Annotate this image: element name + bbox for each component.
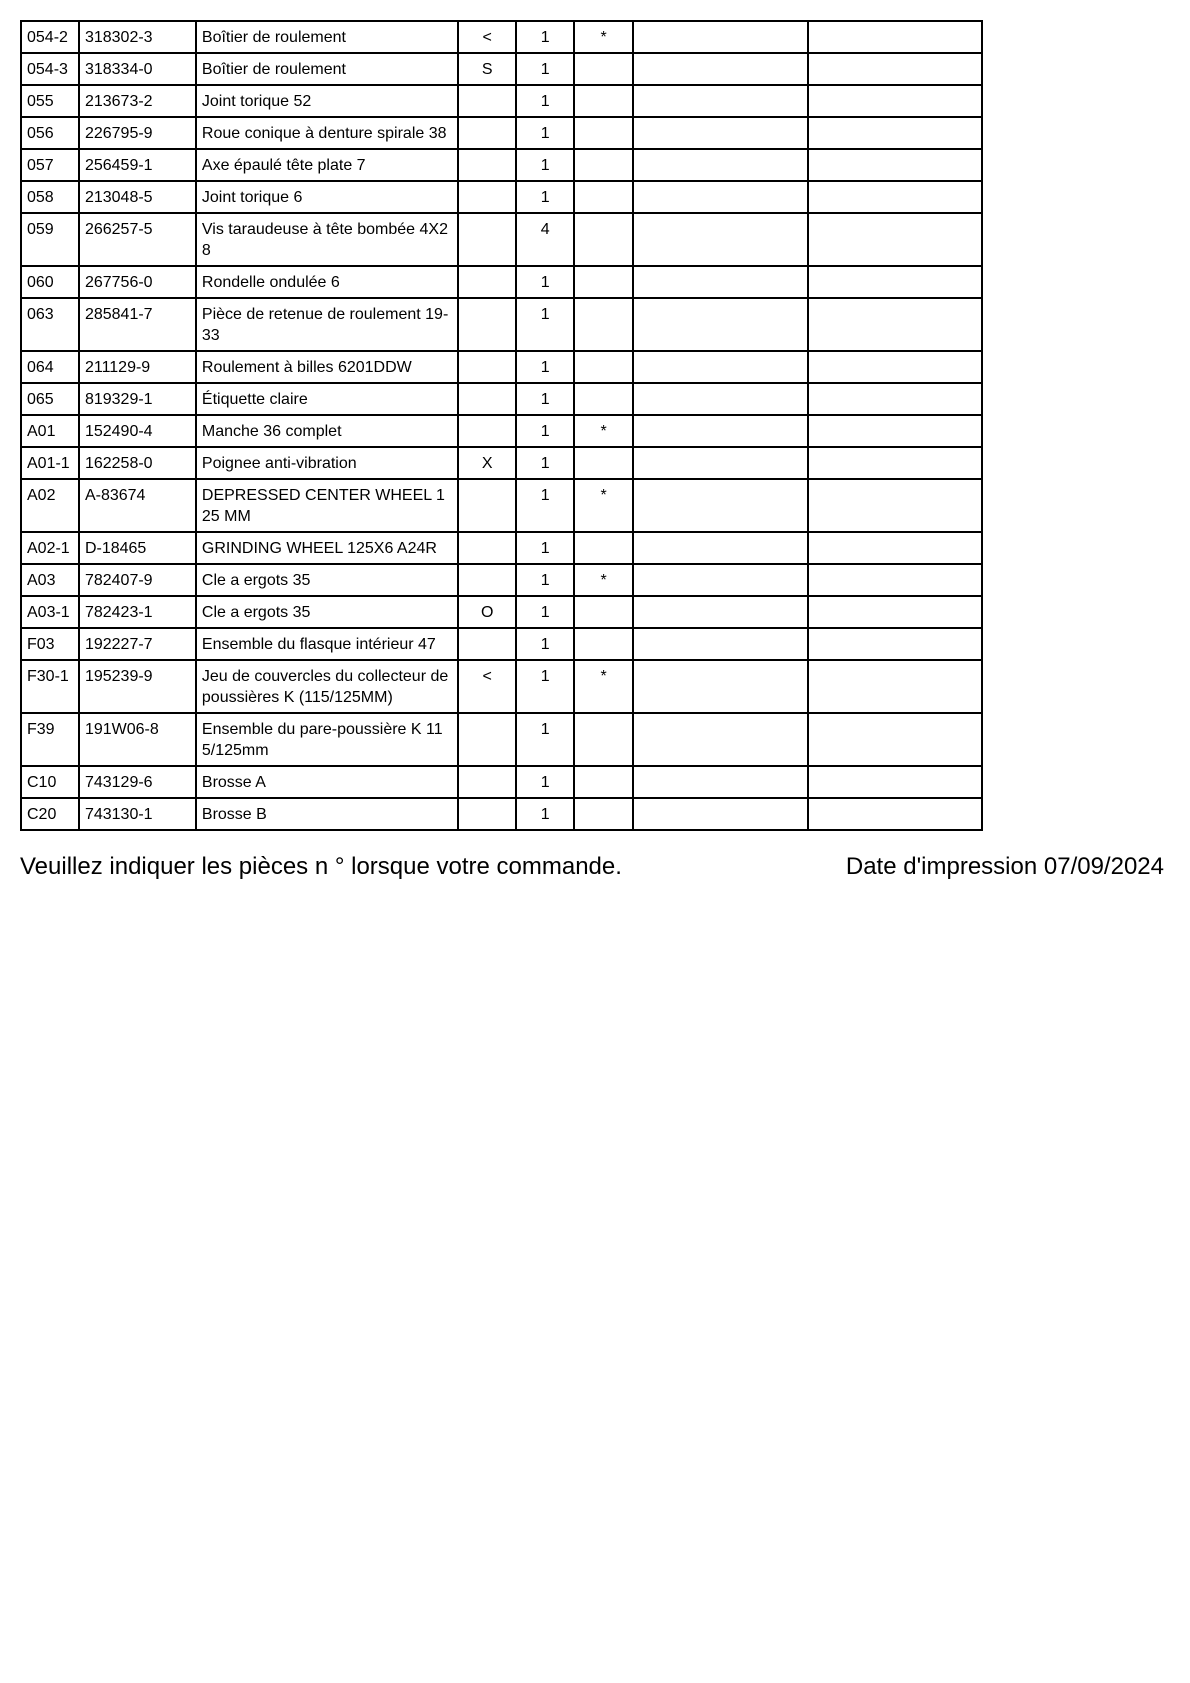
part-number-cell: 782407-9 <box>79 564 196 596</box>
mark-cell <box>574 532 633 564</box>
quantity-cell: 1 <box>516 564 574 596</box>
empty-cell <box>808 479 982 532</box>
empty-cell <box>808 351 982 383</box>
empty-cell <box>633 713 808 766</box>
table-row <box>21 298 982 351</box>
description-cell: Rondelle ondulée 6 <box>196 266 458 298</box>
quantity-cell: 1 <box>516 798 574 830</box>
quantity-cell: 1 <box>516 415 574 447</box>
table-row <box>21 53 982 85</box>
item-number-cell: F39 <box>21 713 79 766</box>
part-number-cell: 318302-3 <box>79 21 196 53</box>
description-cell: Axe épaulé tête plate 7 <box>196 149 458 181</box>
item-number-cell: A01-1 <box>21 447 79 479</box>
empty-cell <box>633 298 808 351</box>
empty-cell <box>633 660 808 713</box>
empty-cell <box>633 181 808 213</box>
empty-cell <box>808 798 982 830</box>
description-cell: Jeu de couvercles du collecteur de poussières K (115/125MM) <box>196 660 458 713</box>
item-number-cell: 064 <box>21 351 79 383</box>
item-number-cell: C20 <box>21 798 79 830</box>
description-cell: Ensemble du flasque intérieur 47 <box>196 628 458 660</box>
empty-cell <box>808 596 982 628</box>
quantity-cell: 1 <box>516 447 574 479</box>
part-number-cell: 162258-0 <box>79 447 196 479</box>
empty-cell <box>633 415 808 447</box>
empty-cell <box>808 766 982 798</box>
code-cell <box>458 266 516 298</box>
empty-cell <box>633 213 808 266</box>
item-number-cell: A03-1 <box>21 596 79 628</box>
part-number-cell: 191W06-8 <box>79 713 196 766</box>
code-cell <box>458 85 516 117</box>
item-number-cell: C10 <box>21 766 79 798</box>
description-cell: GRINDING WHEEL 125X6 A24R <box>196 532 458 564</box>
item-number-cell: 055 <box>21 85 79 117</box>
code-cell <box>458 628 516 660</box>
description-cell: Roue conique à denture spirale 38 <box>196 117 458 149</box>
part-number-cell: 285841-7 <box>79 298 196 351</box>
mark-cell: * <box>574 660 633 713</box>
mark-cell <box>574 181 633 213</box>
table-row <box>21 117 982 149</box>
quantity-cell: 4 <box>516 213 574 266</box>
part-number-cell: 192227-7 <box>79 628 196 660</box>
part-number-cell: 266257-5 <box>79 213 196 266</box>
empty-cell <box>633 53 808 85</box>
table-row <box>21 213 982 266</box>
empty-cell <box>633 383 808 415</box>
description-cell: Cle a ergots 35 <box>196 596 458 628</box>
code-cell: X <box>458 447 516 479</box>
empty-cell <box>633 479 808 532</box>
code-cell <box>458 415 516 447</box>
empty-cell <box>633 564 808 596</box>
mark-cell <box>574 266 633 298</box>
part-number-cell: A-83674 <box>79 479 196 532</box>
mark-cell <box>574 798 633 830</box>
table-row <box>21 798 982 830</box>
table-row <box>21 564 982 596</box>
mark-cell <box>574 149 633 181</box>
code-cell <box>458 351 516 383</box>
description-cell: Joint torique 52 <box>196 85 458 117</box>
table-row <box>21 532 982 564</box>
description-cell: Ensemble du pare-poussière K 115/125mm <box>196 713 458 766</box>
mark-cell <box>574 447 633 479</box>
description-cell: DEPRESSED CENTER WHEEL 125 MM <box>196 479 458 532</box>
empty-cell <box>808 532 982 564</box>
empty-cell <box>808 213 982 266</box>
mark-cell: * <box>574 564 633 596</box>
code-cell <box>458 213 516 266</box>
item-number-cell: A02 <box>21 479 79 532</box>
mark-cell <box>574 628 633 660</box>
item-number-cell: 060 <box>21 266 79 298</box>
quantity-cell: 1 <box>516 21 574 53</box>
empty-cell <box>633 532 808 564</box>
code-cell <box>458 149 516 181</box>
quantity-cell: 1 <box>516 351 574 383</box>
table-row <box>21 660 982 713</box>
code-cell: < <box>458 660 516 713</box>
mark-cell <box>574 766 633 798</box>
empty-cell <box>633 596 808 628</box>
empty-cell <box>633 117 808 149</box>
empty-cell <box>808 447 982 479</box>
part-number-cell: 195239-9 <box>79 660 196 713</box>
empty-cell <box>808 266 982 298</box>
table-row <box>21 447 982 479</box>
code-cell <box>458 383 516 415</box>
quantity-cell: 1 <box>516 713 574 766</box>
item-number-cell: 058 <box>21 181 79 213</box>
mark-cell <box>574 85 633 117</box>
table-row <box>21 713 982 766</box>
description-cell: Pièce de retenue de roulement 19-33 <box>196 298 458 351</box>
item-number-cell: A03 <box>21 564 79 596</box>
code-cell <box>458 181 516 213</box>
item-number-cell: A02-1 <box>21 532 79 564</box>
table-row <box>21 628 982 660</box>
empty-cell <box>808 383 982 415</box>
description-cell: Poignee anti-vibration <box>196 447 458 479</box>
description-cell: Boîtier de roulement <box>196 53 458 85</box>
code-cell <box>458 117 516 149</box>
empty-cell <box>808 181 982 213</box>
quantity-cell: 1 <box>516 766 574 798</box>
mark-cell <box>574 53 633 85</box>
item-number-cell: F30-1 <box>21 660 79 713</box>
empty-cell <box>808 564 982 596</box>
empty-cell <box>633 798 808 830</box>
part-number-cell: 819329-1 <box>79 383 196 415</box>
empty-cell <box>633 85 808 117</box>
part-number-cell: 318334-0 <box>79 53 196 85</box>
description-cell: Brosse B <box>196 798 458 830</box>
code-cell <box>458 766 516 798</box>
item-number-cell: 054-2 <box>21 21 79 53</box>
quantity-cell: 1 <box>516 660 574 713</box>
table-row <box>21 181 982 213</box>
description-cell: Boîtier de roulement <box>196 21 458 53</box>
mark-cell <box>574 213 633 266</box>
item-number-cell: 054-3 <box>21 53 79 85</box>
quantity-cell: 1 <box>516 479 574 532</box>
part-number-cell: 743129-6 <box>79 766 196 798</box>
quantity-cell: 1 <box>516 596 574 628</box>
code-cell <box>458 298 516 351</box>
quantity-cell: 1 <box>516 628 574 660</box>
item-number-cell: F03 <box>21 628 79 660</box>
table-row <box>21 85 982 117</box>
mark-cell <box>574 351 633 383</box>
part-number-cell: 782423-1 <box>79 596 196 628</box>
empty-cell <box>808 85 982 117</box>
quantity-cell: 1 <box>516 383 574 415</box>
empty-cell <box>633 766 808 798</box>
empty-cell <box>808 117 982 149</box>
code-cell <box>458 564 516 596</box>
mark-cell: * <box>574 21 633 53</box>
empty-cell <box>808 713 982 766</box>
part-number-cell: 226795-9 <box>79 117 196 149</box>
empty-cell <box>808 298 982 351</box>
description-cell: Manche 36 complet <box>196 415 458 447</box>
description-cell: Roulement à billes 6201DDW <box>196 351 458 383</box>
empty-cell <box>633 149 808 181</box>
empty-cell <box>808 415 982 447</box>
quantity-cell: 1 <box>516 532 574 564</box>
part-number-cell: 213673-2 <box>79 85 196 117</box>
print-date: Date d'impression 07/09/2024 <box>845 853 1164 880</box>
code-cell <box>458 713 516 766</box>
mark-cell <box>574 713 633 766</box>
code-cell: < <box>458 21 516 53</box>
item-number-cell: 065 <box>21 383 79 415</box>
empty-cell <box>808 21 982 53</box>
item-number-cell: A01 <box>21 415 79 447</box>
table-row <box>21 415 982 447</box>
table-row <box>21 766 982 798</box>
mark-cell <box>574 383 633 415</box>
part-number-cell: 743130-1 <box>79 798 196 830</box>
description-cell: Vis taraudeuse à tête bombée 4X28 <box>196 213 458 266</box>
description-cell: Cle a ergots 35 <box>196 564 458 596</box>
part-number-cell: 267756-0 <box>79 266 196 298</box>
quantity-cell: 1 <box>516 117 574 149</box>
quantity-cell: 1 <box>516 266 574 298</box>
mark-cell <box>574 596 633 628</box>
code-cell: O <box>458 596 516 628</box>
table-row <box>21 479 982 532</box>
item-number-cell: 056 <box>21 117 79 149</box>
empty-cell <box>808 628 982 660</box>
code-cell <box>458 532 516 564</box>
empty-cell <box>633 351 808 383</box>
empty-cell <box>633 266 808 298</box>
quantity-cell: 1 <box>516 85 574 117</box>
table-row <box>21 351 982 383</box>
table-row <box>21 266 982 298</box>
empty-cell <box>633 447 808 479</box>
description-cell: Brosse A <box>196 766 458 798</box>
empty-cell <box>808 53 982 85</box>
empty-cell <box>808 149 982 181</box>
code-cell <box>458 479 516 532</box>
parts-table <box>20 20 983 831</box>
part-number-cell: 213048-5 <box>79 181 196 213</box>
code-cell: S <box>458 53 516 85</box>
order-note: Veuillez indiquer les pièces n ° lorsque votre commande. <box>20 853 622 880</box>
mark-cell: * <box>574 415 633 447</box>
mark-cell <box>574 117 633 149</box>
quantity-cell: 1 <box>516 53 574 85</box>
description-cell: Étiquette claire <box>196 383 458 415</box>
part-number-cell: 211129-9 <box>79 351 196 383</box>
table-row <box>21 383 982 415</box>
empty-cell <box>808 660 982 713</box>
quantity-cell: 1 <box>516 298 574 351</box>
table-row <box>21 21 982 53</box>
item-number-cell: 059 <box>21 213 79 266</box>
mark-cell: * <box>574 479 633 532</box>
part-number-cell: 152490-4 <box>79 415 196 447</box>
item-number-cell: 063 <box>21 298 79 351</box>
empty-cell <box>633 628 808 660</box>
empty-cell <box>633 21 808 53</box>
quantity-cell: 1 <box>516 181 574 213</box>
part-number-cell: 256459-1 <box>79 149 196 181</box>
table-row <box>21 149 982 181</box>
table-row <box>21 596 982 628</box>
part-number-cell: D-18465 <box>79 532 196 564</box>
quantity-cell: 1 <box>516 149 574 181</box>
mark-cell <box>574 298 633 351</box>
code-cell <box>458 798 516 830</box>
item-number-cell: 057 <box>21 149 79 181</box>
description-cell: Joint torique 6 <box>196 181 458 213</box>
